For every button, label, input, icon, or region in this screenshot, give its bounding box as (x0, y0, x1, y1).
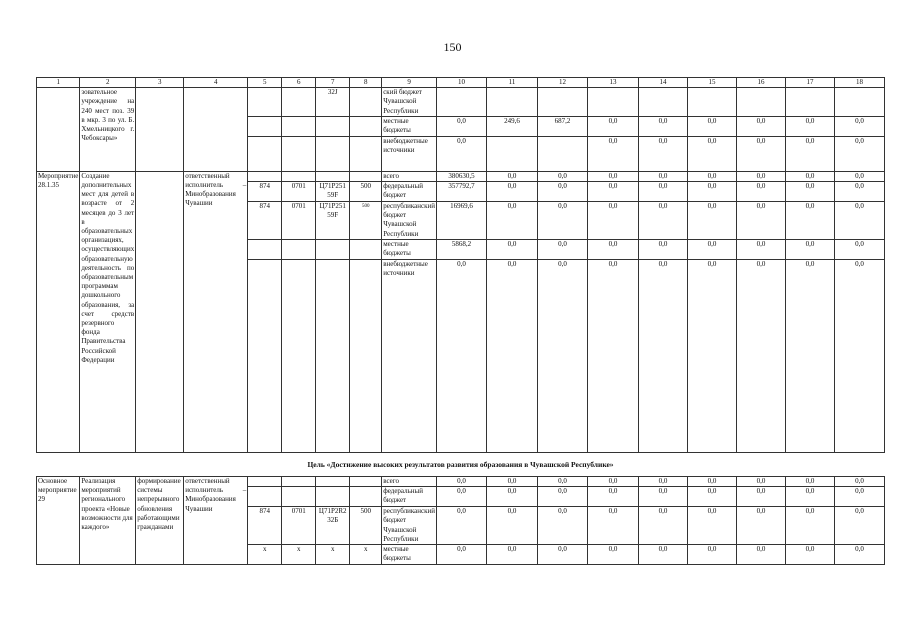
funding-source: местные бюджеты (382, 240, 437, 260)
table-row: х х х х местные бюджеты 0,0 0,0 0,0 0,0 0,0 0,0 0,0 0,0 0,0 (37, 545, 885, 565)
funding-source: местные бюджеты (382, 545, 437, 565)
col-num: 15 (688, 78, 737, 88)
funding-source: внебюджетные источники (382, 136, 437, 171)
col-num: 12 (538, 78, 588, 88)
table-row: 874 0701 Ц71Р251 59F 500 федеральный бюджет 357792,7 0,0 0,0 0,0 0,0 0,0 0,0 0,0 0,0 (37, 182, 885, 202)
activity-name: Создание дополнительных мест для детей в возрасте от 2 месяцев до 3 лет в образовательных организациях, осуществляющих образовательную деятельность по образовательным программам дошкольного образования, за счет средств резервного фонда Правительства Российской Федерации (80, 171, 136, 452)
col-num: 4 (184, 78, 248, 88)
col-num: 11 (487, 78, 538, 88)
column-number-row (37, 78, 885, 88)
table-row: внебюджетные источники 0,0 0,0 0,0 0,0 0,0 0,0 0,0 (37, 136, 885, 171)
funding-source: местные бюджеты (382, 116, 437, 136)
col-num: 18 (835, 78, 885, 88)
responsible-executor: ответственный исполнитель – Минобразования Чувашии (184, 477, 248, 565)
activity-goal: формирование системы непрерывного обновления работающими гражданами (136, 477, 184, 565)
col-num: 16 (737, 78, 786, 88)
col-num: 7 (316, 78, 350, 88)
col-num: 3 (136, 78, 184, 88)
col-num: 13 (588, 78, 639, 88)
funding-source: федеральный бюджет (382, 487, 437, 507)
table-row: внебюджетные источники 0,0 0,0 0,0 0,0 0,0 0,0 0,0 0,0 0,0 (37, 260, 885, 453)
budget-table (36, 77, 885, 565)
funding-source: республиканский бюджет Чувашской Республики (383, 202, 436, 238)
goal-title: Цель «Достижение высоких результатов развития образования в Чувашской Республике» (37, 453, 885, 477)
col-num: 8 (350, 78, 382, 88)
funding-source: внебюджетные источники (382, 260, 437, 453)
table-row: 874 0701 Ц71Р251 59F $^{500}$ республиканский бюджет Чувашской Республики 16969,6 0,0 0,0 0,0 0,0 0,0 0,0 0,0 0,0 (37, 202, 885, 240)
activity-name: Реализация мероприятий регионального проекта «Новые возможности для каждого» (80, 477, 136, 565)
col-num: 2 (80, 78, 136, 88)
page-number: 150 (443, 40, 462, 54)
table-row: 874 0701 Ц71Р2R2 32Б 500 республиканский бюджет Чувашской Республики 0,0 0,0 0,0 0,0 0,0 0,0 0,0 0,0 0,0 (37, 507, 885, 545)
col-num: 9 (382, 78, 437, 88)
table-row: федеральный бюджет 0,0 0,0 0,0 0,0 0,0 0,0 0,0 0,0 0,0 (37, 487, 885, 507)
funding-source: всего (382, 171, 437, 181)
table-row (37, 88, 885, 117)
col-num: 14 (639, 78, 688, 88)
responsible-executor: ответственный исполнитель – Минобразования Чувашии (184, 171, 248, 452)
table-row: Основное мероприятие 29 Реализация мероприятий регионального проекта «Новые возможности для каждого» формирование системы непрерывного обновления работающими гражданами ответственный исполнитель – Минобразования Чувашии всего 0,0 0,0 0,0 0,0 0,0 0,0 0,0 0,0 0,0 (37, 477, 885, 487)
col-num: 10 (437, 78, 487, 88)
table-row: местные бюджеты 0,0 249,6 687,2 0,0 0,0 0,0 0,0 0,0 0,0 (37, 116, 885, 136)
col-num: 5 (248, 78, 282, 88)
col-num: 1 (37, 78, 80, 88)
col-num: 17 (786, 78, 835, 88)
goal-row (37, 453, 885, 477)
funding-source: всего (382, 477, 437, 487)
col-num: 6 (282, 78, 316, 88)
table-row: местные бюджеты 5868,2 0,0 0,0 0,0 0,0 0,0 0,0 0,0 0,0 (37, 240, 885, 260)
table-row: Мероприятие 28.1.35 Создание дополнительных мест для детей в возрасте от 2 месяцев до 3 лет в образовательных организациях, осуществляющих образовательную деятельность по образовательным программам дошкольного образования, за счет средств резервного фонда Правительства Российской Федерации ответственный исполнитель – Минобразования Чувашии всего 380630,5 0,0 0,0 0,0 0,0 0,0 0,0 0,0 0,0 (37, 171, 885, 181)
activity-number: Основное мероприятие 29 (37, 477, 80, 565)
funding-source: федеральный бюджет (382, 182, 437, 202)
budget-code: 32J (316, 88, 350, 117)
funding-source: республиканский бюджет Чувашской Республики (383, 507, 436, 543)
activity-name: зовательное учреждение на 240 мест поз. 39 в мкр. 3 по ул. Б. Хмельницкого г. Чебоксары» (80, 88, 136, 172)
funding-source: ский бюджет Чувашской Республики (382, 88, 437, 117)
activity-number: Мероприятие 28.1.35 (37, 171, 80, 452)
